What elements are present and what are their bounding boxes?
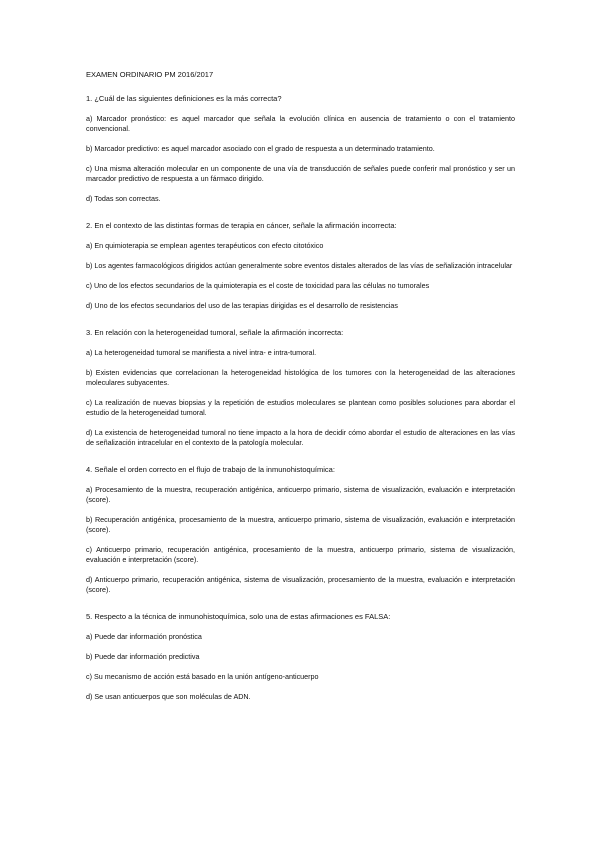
question-text: 1. ¿Cuál de las siguientes definiciones es la más correcta? (86, 94, 282, 103)
question-list (86, 94, 515, 702)
question-3 (86, 328, 515, 448)
question-5 (86, 612, 515, 702)
question-4 (86, 465, 515, 595)
exam-title: EXAMEN ORDINARIO PM 2016/2017 (86, 70, 214, 79)
question-text: 5. Respecto a la técnica de inmunohistoquímica, solo una de estas afirmaciones es FALSA: (86, 612, 391, 621)
answer-option-a: a) La heterogeneidad tumoral se manifiesta a nivel intra- e intra-tumoral. (86, 348, 317, 357)
answer-option-b: b) Recuperación antigénica, procesamiento de la muestra, anticuerpo primario, sistema de visualización, evaluación e interpretación (score). (86, 515, 515, 534)
answer-option-d: d) Se usan anticuerpos que son moléculas de ADN. (86, 692, 251, 701)
question-2 (86, 221, 515, 311)
answer-option-c: c) Su mecanismo de acción está basado en la unión antígeno-anticuerpo (86, 672, 319, 681)
answer-option-d: d) Todas son correctas. (86, 194, 161, 203)
answer-option-d: d) Uno de los efectos secundarios del uso de las terapias dirigidas es el desarrollo de resistencias (86, 301, 399, 310)
answer-option-d: d) Anticuerpo primario, recuperación antigénica, sistema de visualización, procesamiento de la muestra, evaluación e interpretación (score). (86, 575, 515, 594)
answer-option-a: a) Marcador pronóstico: es aquel marcador que señala la evolución clínica en ausencia de tratamiento o con el tratamiento convencional. (86, 114, 515, 133)
question-text: 2. En el contexto de las distintas formas de terapia en cáncer, señale la afirmación incorrecta: (86, 221, 397, 230)
answer-option-a: a) Puede dar información pronóstica (86, 632, 202, 641)
question-1 (86, 94, 515, 204)
answer-option-a: a) En quimioterapia se emplean agentes terapéuticos con efecto citotóxico (86, 241, 324, 250)
answer-option-b: b) Existen evidencias que correlacionan la heterogeneidad histológica de los tumores con la heterogeneidad de las alteraciones moleculares subyacentes. (86, 368, 515, 387)
question-text: 4. Señale el orden correcto en el flujo de trabajo de la inmunohistoquímica: (86, 465, 335, 474)
answer-option-b: b) Puede dar información predictiva (86, 652, 200, 661)
question-text: 3. En relación con la heterogeneidad tumoral, señale la afirmación incorrecta: (86, 328, 344, 337)
answer-option-c: c) Anticuerpo primario, recuperación antigénica, procesamiento de la muestra, anticuerpo primario, sistema de visualización, evaluación e interpretación (score). (86, 545, 515, 564)
answer-option-b: b) Los agentes farmacológicos dirigidos actúan generalmente sobre eventos distales alterados de las vías de señalización intracelular (86, 261, 513, 270)
answer-option-c: c) La realización de nuevas biopsias y la repetición de estudios moleculares se plantean como posibles soluciones para abordar el estudio de la heterogeneidad tumoral. (86, 398, 515, 417)
answer-option-b: b) Marcador predictivo: es aquel marcador asociado con el grado de respuesta a un determinado tratamiento. (86, 144, 435, 153)
answer-option-c: c) Uno de los efectos secundarios de la quimioterapia es el coste de toxicidad para las células no tumorales (86, 281, 430, 290)
answer-option-a: a) Procesamiento de la muestra, recuperación antigénica, anticuerpo primario, sistema de visualización, evaluación e interpretación (score). (86, 485, 515, 504)
answer-option-c: c) Una misma alteración molecular en un componente de una vía de transducción de señales puede conferir mal pronóstico y ser un marcador predictivo de respuesta a un fármaco dirigido. (86, 164, 515, 183)
answer-option-d: d) La existencia de heterogeneidad tumoral no tiene impacto a la hora de decidir cómo abordar el estudio de alteraciones en las vías de señalización intracelular en el contexto de la patología molecular. (86, 428, 515, 447)
